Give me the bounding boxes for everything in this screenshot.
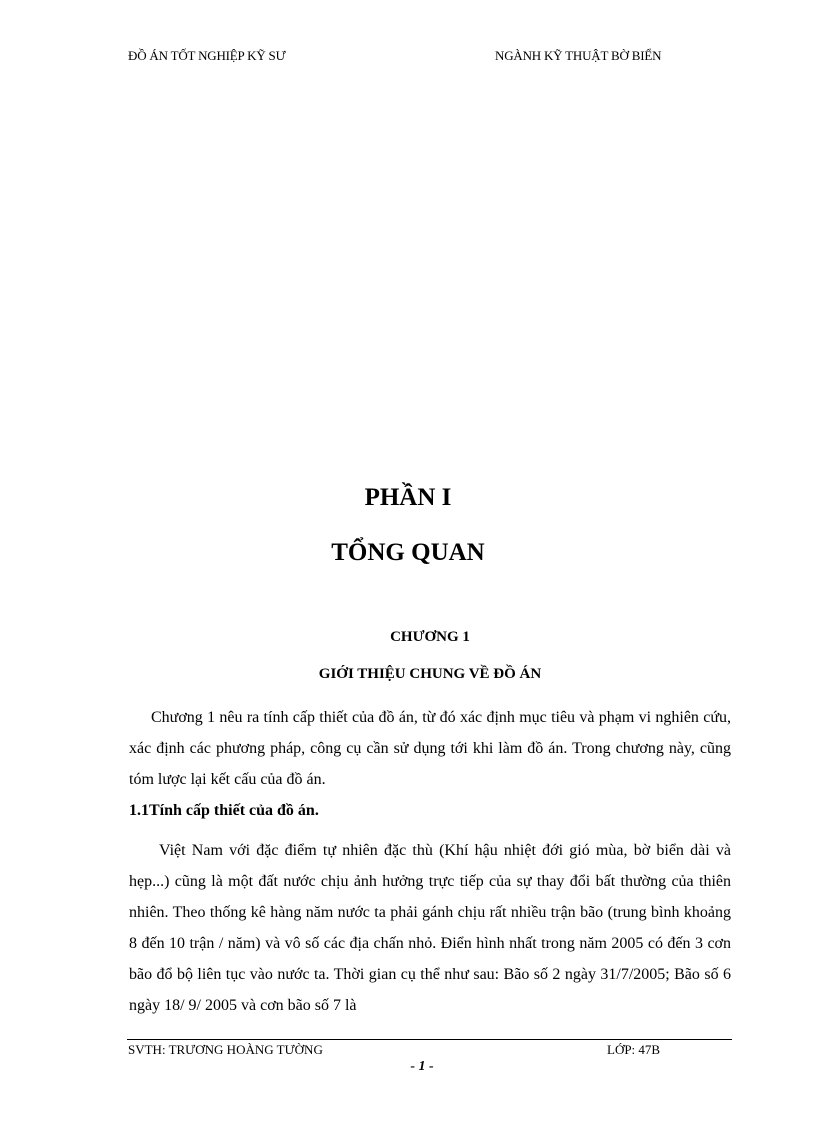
section-paragraph: Việt Nam với đặc điểm tự nhiên đặc thù (Khí hậu nhiệt đới gió mùa, bờ biển dài và hẹp...) cũng là một đất nước chịu ảnh hưởng trực tiếp của sự thay đổi bất thường của thiên nhiên. Theo thống kê hàng năm nước ta phải gánh chịu rất nhiều trận bão (trung bình khoảng 8 đến 10 trận / năm) và vô số các địa chấn nhỏ. Điển hình nhất trong năm 2005 có đến 3 cơn bão đổ bộ liên tục vào nước ta. Thời gian cụ thể như sau: Bão số 2 ngày 31/7/2005; Bão số 6 ngày 18/ 9/ 2005 và cơn bão số 7 là xyxy=(129,842,731,1014)
header-right: NGÀNH KỸ THUẬT BỜ BIỂN xyxy=(495,48,662,63)
footer-class: LỚP: 47B xyxy=(607,1042,661,1057)
section-heading: 1.1Tính cấp thiết của đồ án. xyxy=(129,802,319,819)
page-number: - 1 - xyxy=(410,1059,434,1074)
header-left: ĐỒ ÁN TỐT NGHIỆP KỸ SƯ xyxy=(128,48,286,63)
part-subtitle: TỔNG QUAN xyxy=(331,539,485,566)
intro-paragraph: Chương 1 nêu ra tính cấp thiết của đồ án, từ đó xác định mục tiêu và phạm vi nghiên cứu, xác định các phương pháp, công cụ cần sử dụng tới khi làm đồ án. Trong chương này, cũng tóm lược lại kết cấu của đồ án. xyxy=(129,709,731,788)
chapter-subtitle: GIỚI THIỆU CHUNG VỀ ĐỒ ÁN xyxy=(318,666,542,682)
part-title: PHẦN I xyxy=(364,484,452,511)
footer-divider xyxy=(127,1039,732,1040)
chapter-title: CHƯƠNG 1 xyxy=(390,629,470,645)
footer-student: SVTH: TRƯƠNG HOÀNG TƯỜNG xyxy=(128,1042,323,1057)
